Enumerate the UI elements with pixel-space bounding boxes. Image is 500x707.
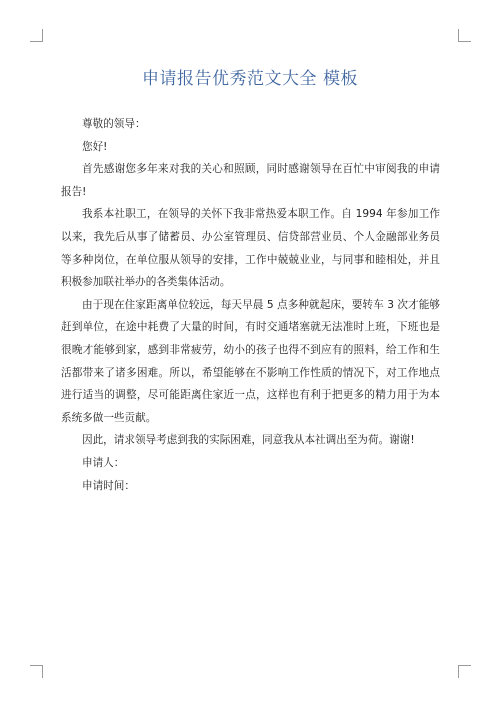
paragraph-background: 我系本社职工，在领导的关怀下我非常热爱本职工作。自 1994 年参加工作以来，我先后从事了储蓄员、办公室管理员、信贷部营业员、个人金融部业务员等多种岗位，在单位服从领导的安排，工作中兢兢业业，与同事和睦相处，并且积极参加联社举办的各类集体活动。	[61, 208, 440, 289]
document-body	[61, 113, 440, 497]
paragraph-thanks: 首先感谢您多年来对我的关心和照顾，同时感谢领导在百忙中审阅我的申请报告!	[61, 163, 440, 198]
salutation: 您好!	[82, 140, 108, 153]
crop-mark-bottom-left	[30, 665, 43, 678]
crop-mark-bottom-right	[458, 665, 471, 678]
date-label: 申请时间：	[82, 479, 135, 492]
paragraph-request: 因此，请求领导考虑到我的实际困难，同意我从本社调出至为荷。谢谢!	[82, 434, 415, 447]
crop-mark-top-left	[30, 29, 43, 42]
applicant-label: 申请人：	[82, 456, 125, 469]
crop-mark-top-right	[458, 29, 471, 42]
greeting: 尊敬的领导：	[82, 118, 146, 130]
paragraph-reason: 由于现在住家距离单位较远，每天早晨 5 点多种就起床，要转车 3 次才能够赶到单位，在途中耗费了大量的时间，有时交通堵塞就无法准时上班，下班也是很晚才能够到家，感到非常疲劳，幼小的孩子也得不到应有的照料，给工作和生活都带来了诸多困难。所以，希望能够在不影响工作性质的情况下，对工作地点进行适当的调整，尽可能距离住家近一点，这样也有利于把更多的精力用于为本系统多做一些贡献。	[61, 298, 440, 424]
document-title: 申请报告优秀范文大全 模板	[142, 69, 358, 89]
